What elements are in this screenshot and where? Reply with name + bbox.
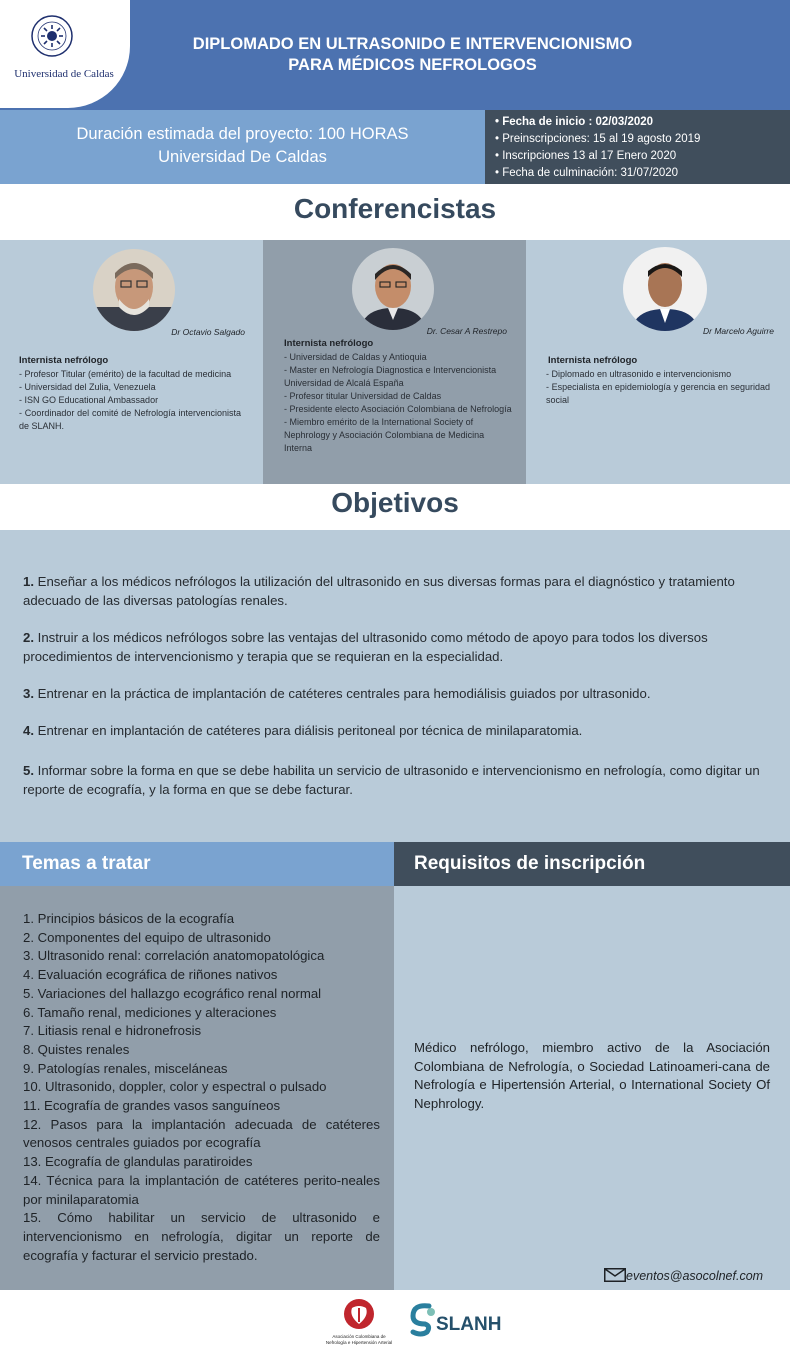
objectives-heading: Objetivos — [331, 487, 459, 518]
topics-heading: Temas a tratar — [0, 842, 394, 886]
speaker-detail: - Presidente electo Asociación Colombiana de Nefrología — [284, 404, 512, 414]
topic-item: 9. Patologías renales, misceláneas — [23, 1060, 228, 1076]
speaker-detail: - Profesor titular Universidad de Caldas — [284, 391, 442, 401]
asocolnef-logo-icon — [343, 1298, 375, 1330]
objective-item-2 — [23, 628, 768, 666]
objective-text: Instruir a los médicos nefrólogos sobre las ventajas del ultrasonido como método de apoyo para todos los diversos procedimientos de intervencionismo y terapia que se requieran en la especialidad. — [23, 630, 708, 664]
speaker-photo-3 — [623, 247, 707, 331]
requirements-heading: Requisitos de inscripción — [394, 842, 790, 886]
speaker-detail: - Master en Nefrología Diagnostica e Intervencionista Universidad de Alcalá España — [284, 365, 497, 388]
speaker-detail: - Diplomado en ultrasonido e intervencionismo — [546, 369, 732, 379]
objective-text: Entrenar en implantación de catéteres para diálisis peritoneal por técnica de minilaparatomia. — [34, 723, 583, 738]
topic-item: 3. Ultrasonido renal: correlación anatomopatológica — [23, 948, 325, 964]
topic-item: 7. Litiasis renal e hidronefrosis — [23, 1023, 202, 1039]
slanh-logo-icon — [407, 1302, 437, 1338]
topic-item: 11. Ecografía de grandes vasos sanguíneos — [23, 1098, 281, 1114]
objective-text: Enseñar a los médicos nefrólogos la utilización del ultrasonido en sus diversas formas para el diagnóstico y tratamiento adecuado de las diversas patologías renales. — [23, 574, 735, 608]
objective-text: Informar sobre la forma en que se debe habilita un servicio de ultrasonido e intervencionismo en nefrología, como digitar un reporte de ecografía, y la forma en que se debe facturar. — [23, 763, 760, 797]
contact-email[interactable] — [604, 1268, 784, 1283]
speaker-details-1 — [19, 368, 241, 433]
objective-item-3 — [23, 684, 768, 703]
date-registration: • Inscripciones 13 al 17 Enero 2020 — [495, 150, 677, 162]
topic-item: 5. Variaciones del hallazgo ecográfico renal normal — [23, 985, 322, 1001]
dates-panel — [485, 110, 790, 184]
asocolnef-logo-text: Asociación Colombiana de Nefrología e Hipertensión Arterial — [325, 1334, 393, 1345]
date-preregistration: • Preinscripciones: 15 al 19 agosto 2019 — [495, 133, 701, 145]
topic-item: 14. Técnica para la implantación de catéteres perito-neales por minilaparatomia — [23, 1172, 380, 1207]
speaker-name-1: Dr Octavio Salgado — [171, 327, 245, 337]
objective-item-5 — [23, 761, 768, 799]
speaker-photo-2 — [352, 248, 434, 330]
slanh-logo-text: SLANH — [436, 1314, 502, 1335]
speaker-role-3: Internista nefrólogo — [548, 355, 638, 366]
objective-number: 5. — [23, 763, 34, 778]
topic-item: 15. Cómo habilitar un servicio de ultrasonido e intervencionismo en nefrología, digitar un reporte de ecografía y facturar el servicio prestado. — [23, 1210, 380, 1263]
duration-panel — [0, 110, 485, 184]
speaker-role-1: Internista nefrólogo — [19, 355, 109, 366]
university-name: Universidad de Caldas — [14, 68, 114, 80]
university-text: Universidad De Caldas — [158, 148, 327, 166]
topic-item: 4. Evaluación ecográfica de riñones nativos — [23, 967, 278, 983]
objective-item-4 — [23, 721, 768, 740]
speaker-detail: - Coordinador del comité de Nefrología intervencionista de SLANH. — [19, 408, 241, 431]
objective-number: 2. — [23, 630, 34, 645]
date-start: • Fecha de inicio : 02/03/2020 — [495, 116, 654, 128]
objective-item-1 — [23, 572, 768, 610]
requirements-text: Médico nefrólogo, miembro activo de la Asociación Colombiana de Nefrología, o Sociedad Latinoameri-cana de Nefrología e Hipertensión Arterial, o International Society Of Nephrology. — [414, 1040, 770, 1112]
topic-item: 8. Quistes renales — [23, 1041, 130, 1057]
speaker-detail: - ISN GO Educational Ambassador — [19, 395, 159, 405]
speaker-detail: - Universidad de Caldas y Antioquia — [284, 352, 427, 362]
duration-text: Duración estimada del proyecto: 100 HORAS — [76, 125, 409, 143]
university-seal-icon — [30, 14, 74, 58]
speaker-role-2: Internista nefrólogo — [284, 338, 374, 349]
topics-list — [23, 910, 380, 1265]
objective-number: 4. — [23, 723, 34, 738]
title-line-2: PARA MÉDICOS NEFROLOGOS — [288, 56, 537, 74]
speaker-detail: - Universidad del Zulia, Venezuela — [19, 382, 156, 392]
speaker-detail: - Miembro emérito de la International Society of Nephrology y Asociación Colombiana de Medicina Interna — [284, 417, 485, 453]
objective-number: 1. — [23, 574, 34, 589]
topic-item: 10. Ultrasonido, doppler, color y espectral o pulsado — [23, 1079, 327, 1095]
speaker-detail: - Profesor Titular (emérito) de la facultad de medicina — [19, 369, 232, 379]
objective-number: 3. — [23, 686, 34, 701]
speaker-name-2: Dr. Cesar A Restrepo — [426, 326, 507, 336]
date-end: • Fecha de culminación: 31/07/2020 — [495, 167, 679, 179]
speakers-heading: Conferencistas — [293, 193, 497, 224]
speaker-name-3: Dr Marcelo Aguirre — [702, 326, 774, 336]
speaker-details-2 — [284, 351, 514, 455]
page-title — [150, 34, 675, 76]
speaker-detail: - Especialista en epidemiología y gerencia en seguridad social — [546, 382, 770, 405]
email-text: eventos@asocolnef.com — [626, 1269, 764, 1283]
topic-item: 13. Ecografía de glandulas paratiroides — [23, 1154, 253, 1170]
topic-item: 1. Principios básicos de la ecografía — [23, 911, 235, 926]
topic-item: 12. Pasos para la implantación adecuada de catéteres venosos centrales guiados por ecografía — [23, 1116, 380, 1151]
objective-text: Entrenar en la práctica de implantación de catéteres centrales para hemodiálisis guiados por ultrasonido. — [34, 686, 651, 701]
speaker-photo-1 — [93, 249, 175, 331]
footer — [0, 1290, 790, 1364]
topic-item: 2. Componentes del equipo de ultrasonido — [23, 929, 271, 945]
title-line-1: DIPLOMADO EN ULTRASONIDO E INTERVENCIONISMO — [192, 35, 633, 53]
envelope-icon — [604, 1268, 626, 1282]
speaker-details-3 — [546, 368, 770, 407]
topic-item: 6. Tamaño renal, mediciones y alteraciones — [23, 1004, 277, 1020]
